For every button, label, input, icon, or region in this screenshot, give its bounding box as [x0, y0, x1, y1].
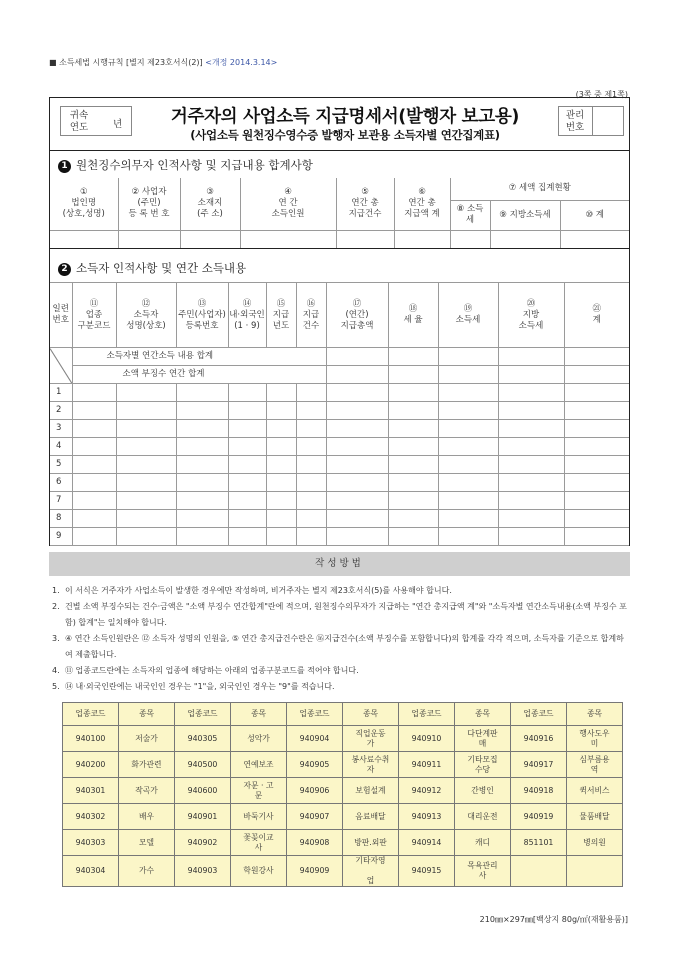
industry-name: 가수 — [119, 856, 175, 887]
earner-input-cell[interactable] — [228, 474, 266, 492]
earner-input-cell[interactable] — [498, 420, 564, 438]
s1-tax-group-header: ⑦ 세액 집계현황 — [450, 178, 629, 200]
earner-input-cell[interactable] — [326, 474, 388, 492]
earner-input-cell[interactable] — [266, 384, 296, 402]
year-label-line2: 연도 — [69, 122, 89, 133]
regulation-text: ■ 소득세법 시행규칙 [별지 제23호서식(2)] — [49, 58, 203, 67]
earner-input-cell[interactable] — [266, 456, 296, 474]
mgmt-divider — [592, 107, 593, 135]
industry-code: 940902 — [175, 830, 231, 856]
instruction-item: 3. ④ 연간 소득인원란은 ⑫ 소득자 성명의 인원을, ⑤ 연간 총지급건수란은 ⑯지급건수(소액 부징수를 포함합니다)의 합계를 각각 적으며, 소득자를 기준으로 합계하여 제출합니다. — [52, 634, 624, 659]
earner-input-cell[interactable] — [326, 456, 388, 474]
earner-input-cell[interactable] — [326, 510, 388, 528]
instruction-item: 2. 건별 소액 부징수되는 건수·금액은 "소액 부징수 연간합계"란에 적으며, 원천징수의무자가 지급하는 "연간 총지급액 계"와 "소득자별 연간소득내용(소액 부징수 포함) 합계"는 일치해야 합니다. — [52, 602, 627, 627]
s2-sum-row-2 — [50, 366, 629, 384]
year-unit: 년 — [113, 119, 123, 130]
earner-input-cell[interactable] — [116, 492, 176, 510]
s2-sum-cell[interactable] — [438, 348, 498, 366]
industry-code: 940901 — [175, 804, 231, 830]
s1-col-address: ③ 소재지 (주 소) — [180, 178, 240, 230]
instructions-list — [52, 583, 627, 695]
industry-name: 직업운동 가 — [343, 726, 399, 752]
industry-code: 851101 — [511, 830, 567, 856]
industry-code: 940904 — [287, 726, 343, 752]
year-label-line1: 귀속 — [69, 110, 89, 121]
year-label — [66, 110, 92, 134]
row-number: 3 — [50, 420, 72, 438]
industry-name: 기타모집 수당 — [455, 752, 511, 778]
earner-input-cell[interactable] — [176, 456, 228, 474]
industry-code: 940915 — [399, 856, 455, 887]
s1-col-local-tax: ⑨ 지방소득세 — [490, 200, 560, 230]
code-head-cell: 업종코드 — [63, 703, 119, 726]
section1-title-text: 원천징수의무자 인적사항 및 지급내용 합계사항 — [76, 158, 313, 172]
earner-input-cell[interactable] — [228, 384, 266, 402]
s1-col-income-tax: ⑧ 소득 세 — [450, 200, 490, 230]
earner-input-cell[interactable] — [388, 510, 438, 528]
attribution-year-box[interactable] — [60, 106, 132, 136]
code-table-row — [63, 726, 623, 752]
row-number: 6 — [50, 474, 72, 492]
earner-input-cell[interactable] — [438, 420, 498, 438]
code-table-row — [63, 778, 623, 804]
earner-input-cell[interactable] — [388, 384, 438, 402]
earner-row — [50, 528, 629, 546]
earner-input-cell[interactable] — [228, 456, 266, 474]
s2-sum-label-1: 소득자별 연간소득 내용 합계 — [72, 348, 326, 366]
section1-title — [58, 157, 313, 173]
industry-code: 940905 — [287, 752, 343, 778]
code-table-row — [63, 830, 623, 856]
earner-input-cell[interactable] — [228, 492, 266, 510]
industry-name: 병의원 — [567, 830, 623, 856]
earner-input-cell[interactable] — [228, 438, 266, 456]
s1-input-cell[interactable] — [118, 230, 180, 248]
row-number: 7 — [50, 492, 72, 510]
s1-input-cell[interactable] — [240, 230, 336, 248]
industry-code: 940910 — [399, 726, 455, 752]
earner-input-cell[interactable] — [176, 474, 228, 492]
industry-name: 보험설계 — [343, 778, 399, 804]
earner-input-cell[interactable] — [116, 384, 176, 402]
mgmt-label-line2: 번호 — [565, 122, 585, 133]
instructions-header: 작성방법 — [49, 552, 630, 576]
industry-name: 간병인 — [455, 778, 511, 804]
earner-input-cell[interactable] — [116, 474, 176, 492]
industry-name: 다단계판 매 — [455, 726, 511, 752]
earner-input-cell[interactable] — [176, 402, 228, 420]
s1-col-payment-total: ⑥ 연간 총 지급액 계 — [394, 178, 450, 230]
industry-name: 성악가 — [231, 726, 287, 752]
earner-input-cell[interactable] — [326, 528, 388, 546]
page-number: (3쪽 중 제1쪽) — [575, 90, 628, 99]
earner-input-cell[interactable] — [296, 528, 326, 546]
earner-input-cell[interactable] — [266, 420, 296, 438]
s2-sum-row-1 — [50, 348, 629, 366]
industry-code: 940914 — [399, 830, 455, 856]
code-head-cell: 종목 — [455, 703, 511, 726]
s2-sum-cell[interactable] — [388, 366, 438, 384]
industry-name: 화가관련 — [119, 752, 175, 778]
s1-input-cell[interactable] — [336, 230, 394, 248]
industry-name: 기타자영 업 — [343, 856, 399, 887]
industry-name: 방판.외판 — [343, 830, 399, 856]
instruction-item: 5. ⑭ 내·외국인란에는 내국인인 경우는 "1"을, 외국인인 경우는 "9"를 적습니다. — [52, 682, 335, 691]
earner-input-cell[interactable] — [564, 438, 629, 456]
s2-col-local-tax: ⑳ 지방 소득세 — [498, 283, 564, 348]
earner-input-cell[interactable] — [176, 492, 228, 510]
s2-sum-cell[interactable] — [564, 366, 629, 384]
s1-input-cell[interactable] — [394, 230, 450, 248]
earner-input-cell[interactable] — [116, 438, 176, 456]
s2-col-income-tax: ⑲ 소득세 — [438, 283, 498, 348]
s2-sum-cell[interactable] — [498, 366, 564, 384]
earner-input-cell[interactable] — [564, 420, 629, 438]
code-table-body — [63, 726, 623, 887]
earner-input-cell[interactable] — [72, 402, 116, 420]
earner-input-cell[interactable] — [326, 492, 388, 510]
s1-col-payment-count: ⑤ 연간 총 지급건수 — [336, 178, 394, 230]
industry-name: 캐디 — [455, 830, 511, 856]
earner-input-cell[interactable] — [228, 528, 266, 546]
instruction-item: 4. ⑪ 업종코드란에는 소득자의 업종에 해당하는 아래의 업종구분코드를 적어야 합니다. — [52, 666, 359, 675]
code-head-cell: 업종코드 — [399, 703, 455, 726]
industry-code: 940303 — [63, 830, 119, 856]
industry-code: 940918 — [511, 778, 567, 804]
code-head-cell: 종목 — [567, 703, 623, 726]
industry-name: 봉사료수취 자 — [343, 752, 399, 778]
earner-input-cell[interactable] — [326, 402, 388, 420]
industry-code: 940912 — [399, 778, 455, 804]
code-table-head — [63, 703, 623, 726]
earner-input-cell[interactable] — [388, 492, 438, 510]
s2-col-pay-total: ⑰ (연간) 지급총액 — [326, 283, 388, 348]
section1-number: 1 — [58, 160, 71, 173]
industry-name: 바둑기사 — [231, 804, 287, 830]
earner-input-cell[interactable] — [266, 492, 296, 510]
code-head-cell: 업종코드 — [287, 703, 343, 726]
earner-input-cell[interactable] — [72, 510, 116, 528]
industry-name: 물품배달 — [567, 804, 623, 830]
earner-input-cell[interactable] — [498, 384, 564, 402]
s1-input-cell[interactable] — [490, 230, 560, 248]
industry-name: 모델 — [119, 830, 175, 856]
s2-col-tax-rate: ⑱ 세 율 — [388, 283, 438, 348]
industry-code: 940909 — [287, 856, 343, 887]
earner-input-cell[interactable] — [326, 438, 388, 456]
row-number: 1 — [50, 384, 72, 402]
s2-sum-cell[interactable] — [388, 348, 438, 366]
industry-code: 940100 — [63, 726, 119, 752]
earner-row — [50, 456, 629, 474]
earner-input-cell[interactable] — [564, 510, 629, 528]
earner-input-cell[interactable] — [72, 528, 116, 546]
industry-code: 940916 — [511, 726, 567, 752]
earner-input-cell[interactable] — [176, 510, 228, 528]
s2-col-nationality: ⑭ 내·외국인 (1 · 9) — [228, 283, 266, 348]
earner-input-cell[interactable] — [498, 438, 564, 456]
form-title: 거주자의 사업소득 지급명세서(발행자 보고용) — [170, 107, 520, 127]
earner-input-cell[interactable] — [116, 456, 176, 474]
earner-input-cell[interactable] — [388, 402, 438, 420]
earner-input-cell[interactable] — [296, 456, 326, 474]
earner-input-cell[interactable] — [438, 474, 498, 492]
earner-input-cell[interactable] — [296, 402, 326, 420]
earner-input-cell[interactable] — [388, 438, 438, 456]
industry-code: 940917 — [511, 752, 567, 778]
s2-sum-cell[interactable] — [326, 366, 388, 384]
section-divider — [50, 248, 629, 249]
industry-code: 940302 — [63, 804, 119, 830]
s2-sum-cell[interactable] — [438, 366, 498, 384]
industry-code: 940919 — [511, 804, 567, 830]
industry-code-table — [62, 702, 623, 887]
industry-code: 940301 — [63, 778, 119, 804]
s2-col-total: ㉑ 계 — [564, 283, 629, 348]
row-number: 4 — [50, 438, 72, 456]
earner-input-cell[interactable] — [116, 510, 176, 528]
earner-input-cell[interactable] — [72, 420, 116, 438]
earner-input-cell[interactable] — [296, 474, 326, 492]
earner-input-cell[interactable] — [296, 510, 326, 528]
industry-code: 940906 — [287, 778, 343, 804]
industry-name: 행사도우 미 — [567, 726, 623, 752]
section2-table — [50, 282, 629, 546]
code-head-cell: 종목 — [119, 703, 175, 726]
section1-table — [50, 178, 629, 249]
s1-col-biz-number: ② 사업자 (주민) 등 록 번 호 — [118, 178, 180, 230]
s2-diagonal-cell — [50, 348, 72, 384]
form-subtitle: (사업소득 원천징수영수증 발행자 보관용 소득자별 연간집계표) — [190, 128, 500, 142]
earner-input-cell[interactable] — [116, 402, 176, 420]
earner-input-cell[interactable] — [116, 420, 176, 438]
s2-sum-cell[interactable] — [564, 348, 629, 366]
earner-input-cell[interactable] — [564, 384, 629, 402]
industry-name: 작곡가 — [119, 778, 175, 804]
mgmt-label-line1: 관리 — [565, 110, 585, 121]
industry-code: 940908 — [287, 830, 343, 856]
earner-input-cell[interactable] — [326, 420, 388, 438]
industry-name: 저술가 — [119, 726, 175, 752]
earner-row — [50, 510, 629, 528]
industry-name — [567, 856, 623, 887]
section2-title-text: 소득자 인적사항 및 연간 소득내용 — [76, 261, 247, 275]
earner-input-cell[interactable] — [296, 384, 326, 402]
industry-code: 940911 — [399, 752, 455, 778]
industry-name: 대리운전 — [455, 804, 511, 830]
earner-input-cell[interactable] — [564, 528, 629, 546]
s2-col-industry-code: ⑪ 업종 구분코드 — [72, 283, 116, 348]
earner-input-cell[interactable] — [498, 528, 564, 546]
earner-input-cell[interactable] — [296, 492, 326, 510]
earner-input-cell[interactable] — [266, 510, 296, 528]
earner-input-cell[interactable] — [438, 492, 498, 510]
earner-input-cell[interactable] — [498, 456, 564, 474]
industry-code: 940500 — [175, 752, 231, 778]
s1-col-income-persons: ④ 연 간 소득인원 — [240, 178, 336, 230]
industry-code: 940903 — [175, 856, 231, 887]
form-body — [49, 97, 630, 546]
s2-col-reg-number: ⑬ 주민(사업자) 등록번호 — [176, 283, 228, 348]
earner-row — [50, 474, 629, 492]
s2-header-row — [50, 283, 629, 348]
industry-name: 꽃꽂이교 사 — [231, 830, 287, 856]
industry-name: 배우 — [119, 804, 175, 830]
earner-row — [50, 402, 629, 420]
earner-input-cell[interactable] — [176, 384, 228, 402]
earner-input-cell[interactable] — [498, 510, 564, 528]
row-number: 5 — [50, 456, 72, 474]
s1-input-row — [50, 230, 629, 248]
management-number-box[interactable] — [558, 106, 624, 136]
industry-name: 심부름용 역 — [567, 752, 623, 778]
earner-input-cell[interactable] — [564, 492, 629, 510]
section2-number: 2 — [58, 263, 71, 276]
earner-input-cell[interactable] — [438, 456, 498, 474]
industry-name: 학원강사 — [231, 856, 287, 887]
code-head-cell: 종목 — [343, 703, 399, 726]
earner-row — [50, 438, 629, 456]
s1-input-cell[interactable] — [180, 230, 240, 248]
earner-input-cell[interactable] — [564, 402, 629, 420]
earner-row — [50, 492, 629, 510]
industry-name: 퀵서비스 — [567, 778, 623, 804]
code-table-row — [63, 752, 623, 778]
row-number: 8 — [50, 510, 72, 528]
s2-col-earner-name: ⑫ 소득자 성명(상호) — [116, 283, 176, 348]
earner-input-cell[interactable] — [388, 528, 438, 546]
industry-code: 940913 — [399, 804, 455, 830]
revision-text: <개정 2014.3.14> — [205, 58, 278, 67]
regulation-header — [49, 57, 277, 68]
earner-input-cell[interactable] — [228, 510, 266, 528]
title-block — [50, 98, 629, 151]
industry-name: 연예보조 — [231, 752, 287, 778]
earner-input-cell[interactable] — [438, 528, 498, 546]
s1-input-cell[interactable] — [450, 230, 490, 248]
earner-input-cell[interactable] — [564, 474, 629, 492]
earner-input-cell[interactable] — [72, 456, 116, 474]
earner-input-cell[interactable] — [498, 402, 564, 420]
earner-input-cell[interactable] — [116, 528, 176, 546]
earner-input-cell[interactable] — [228, 420, 266, 438]
earner-input-cell[interactable] — [266, 438, 296, 456]
earner-input-cell[interactable] — [388, 474, 438, 492]
earner-input-cell[interactable] — [72, 492, 116, 510]
s1-input-cell[interactable] — [560, 230, 629, 248]
industry-name: 음료배달 — [343, 804, 399, 830]
industry-code: 940200 — [63, 752, 119, 778]
mgmt-label — [562, 110, 588, 134]
section2-title — [58, 260, 246, 276]
s1-col-tax-total: ⑩ 계 — [560, 200, 629, 230]
industry-name: 목욕관리 사 — [455, 856, 511, 887]
code-head-cell: 업종코드 — [175, 703, 231, 726]
earner-input-cell[interactable] — [564, 456, 629, 474]
s2-sum-cell[interactable] — [498, 348, 564, 366]
code-table-row — [63, 856, 623, 887]
paper-spec-footer: 210㎜×297㎜[백상지 80g/㎡(재활용품)] — [479, 915, 628, 924]
earner-input-cell[interactable] — [296, 420, 326, 438]
row-number: 2 — [50, 402, 72, 420]
industry-code: 940304 — [63, 856, 119, 887]
earner-input-cell[interactable] — [438, 510, 498, 528]
earner-input-cell[interactable] — [438, 384, 498, 402]
earner-row — [50, 420, 629, 438]
earner-input-cell[interactable] — [266, 402, 296, 420]
s1-col-corp-name: ① 법인명 (상호,성명) — [50, 178, 118, 230]
row-number: 9 — [50, 528, 72, 546]
instruction-item: 1. 이 서식은 거주자가 사업소득이 발생한 경우에만 작성하며, 비거주자는 별지 제23호서식(5)를 사용해야 합니다. — [52, 586, 452, 595]
s2-col-pay-year: ⑮ 지급 년도 — [266, 283, 296, 348]
s2-col-pay-count: ⑯ 지급 건수 — [296, 283, 326, 348]
industry-code: 940305 — [175, 726, 231, 752]
code-head-cell: 업종코드 — [511, 703, 567, 726]
s2-sum-cell[interactable] — [326, 348, 388, 366]
earner-input-cell[interactable] — [72, 438, 116, 456]
code-table-row — [63, 804, 623, 830]
earner-input-cell[interactable] — [326, 384, 388, 402]
industry-code — [511, 856, 567, 887]
earner-input-cell[interactable] — [176, 528, 228, 546]
earner-input-cell[interactable] — [498, 492, 564, 510]
earner-input-cell[interactable] — [266, 474, 296, 492]
earner-input-cell[interactable] — [498, 474, 564, 492]
s2-data-rows — [50, 384, 629, 546]
industry-code: 940600 — [175, 778, 231, 804]
earner-input-cell[interactable] — [438, 402, 498, 420]
s2-sum-label-2: 소액 부징수 연간 합계 — [72, 366, 326, 384]
industry-name: 자문 · 고 문 — [231, 778, 287, 804]
earner-row — [50, 384, 629, 402]
industry-code: 940907 — [287, 804, 343, 830]
earner-input-cell[interactable] — [388, 456, 438, 474]
s2-col-serial: 일련 번호 — [50, 283, 72, 348]
s1-input-cell[interactable] — [50, 230, 118, 248]
earner-input-cell[interactable] — [228, 402, 266, 420]
earner-input-cell[interactable] — [176, 438, 228, 456]
earner-input-cell[interactable] — [296, 438, 326, 456]
earner-input-cell[interactable] — [388, 420, 438, 438]
earner-input-cell[interactable] — [438, 438, 498, 456]
earner-input-cell[interactable] — [72, 384, 116, 402]
earner-input-cell[interactable] — [72, 474, 116, 492]
code-head-cell: 종목 — [231, 703, 287, 726]
earner-input-cell[interactable] — [266, 528, 296, 546]
earner-input-cell[interactable] — [176, 420, 228, 438]
